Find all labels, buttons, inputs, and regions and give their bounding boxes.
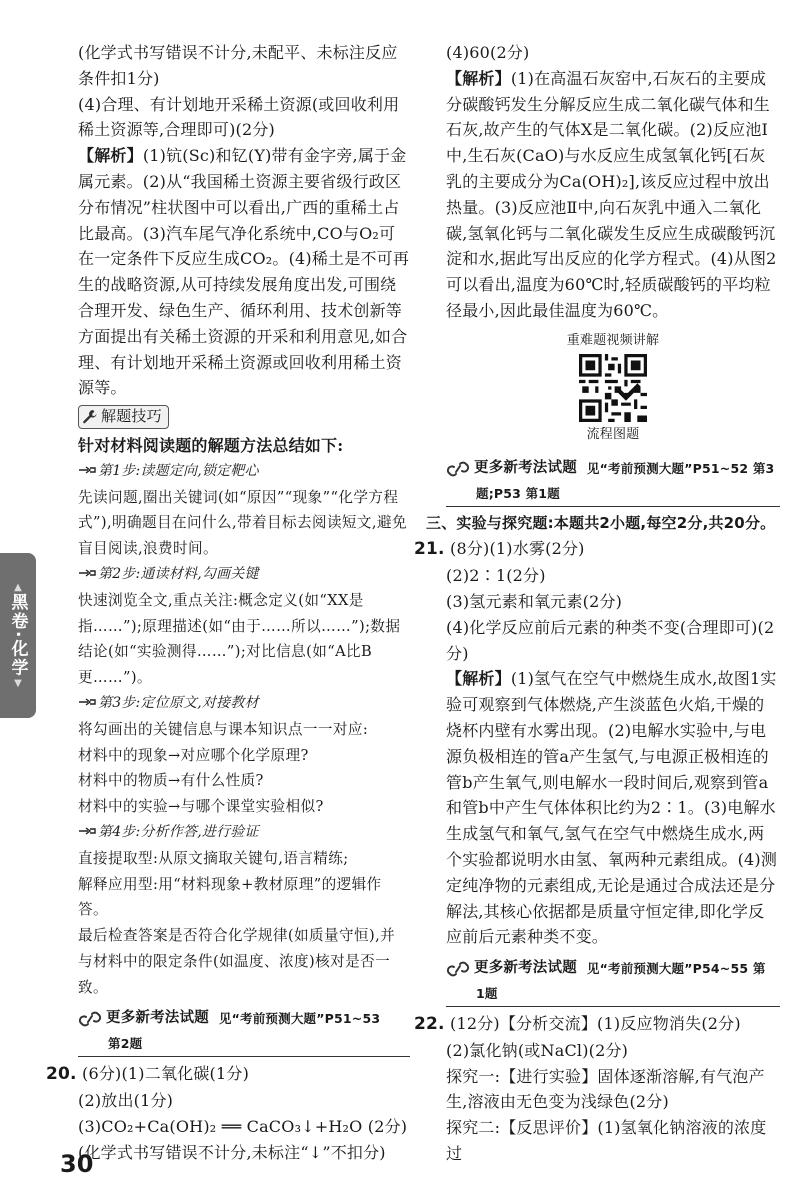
q20-answer-3: (3)CO₂+Ca(OH)₂ ══ CaCO₃↓+H₂O (2分) xyxy=(78,1116,408,1136)
more-ref: 见“考前预测大题”P54~55 第 xyxy=(586,961,766,977)
q21-answer-2: (2)2∶1(2分) xyxy=(446,566,546,586)
more-questions-box xyxy=(446,456,780,507)
more-ref-cont: 题;P53 第1题 xyxy=(446,482,780,507)
q20-answer-1: 20. (6分)(1)二氧化碳(1分) xyxy=(46,1064,250,1085)
more-title: 更多新考法试题 xyxy=(106,1010,209,1027)
step3-text: 材料中的实验→与哪个课堂实验相似? xyxy=(78,798,324,816)
section-heading: 三、实验与探究题:本题共2小题,每空2分,共20分。 xyxy=(426,513,776,532)
pointing-hand-icon xyxy=(78,567,96,579)
more-questions-box xyxy=(78,1006,410,1057)
triangle-up-icon: ▲ xyxy=(14,582,22,594)
q21-answer-4: (4)化学反应前后元素的种类不变(合理即可)(2分) xyxy=(446,617,775,663)
q22-answer-3: 探究一:【进行实验】固体逐渐溶解,有气泡产生,溶液由无色变为浅绿色(2分) xyxy=(446,1066,765,1112)
more-questions-box xyxy=(446,956,780,1007)
step2-text: 快速浏览全文,重点关注:概念定义(如“XX是指……”);原理描述(如“由于……所以……”);数据结论(如“实验测得……”);对比信息(如“A比B更……”)。 xyxy=(78,591,401,687)
more-ref: 见“考前预测大题”P51~52 第3 xyxy=(586,460,775,476)
qr-code-icon[interactable] xyxy=(579,354,647,422)
analysis-paragraph xyxy=(78,143,410,401)
q22-answer-4: 探究二:【反思评价】(1)氢氧化钠溶液的浓度过 xyxy=(446,1118,767,1163)
step1-title: 第1步:读题定向,锁定靶心 xyxy=(78,459,410,485)
question-number: 21. xyxy=(414,539,445,560)
q21-answer-1: 21. (8分)(1)水雾(2分) xyxy=(414,539,585,560)
link-icon xyxy=(78,1008,102,1030)
tips-badge xyxy=(78,405,169,429)
triangle-down-icon: ▼ xyxy=(14,677,22,689)
more-title: 更多新考法试题 xyxy=(474,459,577,476)
analysis-paragraph xyxy=(446,666,780,950)
question-number: 20. xyxy=(46,1064,77,1085)
more-ref-cont: 第2题 xyxy=(78,1032,410,1057)
q21-answer-3: (3)氢元素和氧元素(2分) xyxy=(446,591,623,611)
wrench-icon xyxy=(82,409,98,425)
step4-text: 解释应用型:用“材料现象+教材原理”的逻辑作答。 xyxy=(78,875,382,919)
side-tab-label: 黑卷·化学 xyxy=(7,593,28,678)
answer-4: (4)合理、有计划地开采稀土资源(或回收利用稀土资源等,合理即可)(2分) xyxy=(78,94,400,140)
right-column xyxy=(414,40,780,1167)
step4-text: 最后检查答案是否符合化学规律(如质量守恒),并与材料中的限定条件(如温度、浓度)核对是否一致。 xyxy=(78,927,396,996)
qr-caption-bottom: 流程图题 xyxy=(586,426,640,442)
step2-title: 第2步:通读材料,勾画关键 xyxy=(78,562,410,588)
tips-label: 解题技巧 xyxy=(101,407,162,426)
step3-text: 将勾画出的关键信息与课本知识点一一对应: xyxy=(78,720,369,738)
page-number: 30 xyxy=(60,1150,94,1178)
q20-answer-note: (化学式书写错误不计分,未标注“↓”不扣分) xyxy=(78,1142,386,1162)
analysis-text: (1)氢气在空气中燃烧生成水,故图1实验可观察到气体燃烧,产生淡蓝色火焰,干燥的烧杯内壁有水雾出现。(2)电解水实验中,与电源负极相连的管a产生氢气,与电源正极相连的管b产生氧气,则电解水一段时间后,观察到管a和管b中产生气体体积比约为2∶1。(3)电解水生成氢气和氧气,氢气在空气中燃烧生成水,两个实验都说明水由氢、氧两种元素组成。(4)测定纯净物的元素组成,无论是通过合成法还是分解法,其核心依据都是质量守恒定律,即化学反应前后元素种类不变。 xyxy=(446,669,778,947)
step4-text: 直接提取型:从原文摘取关键句,语言精练; xyxy=(78,849,349,867)
step3-title: 第3步:定位原文,对接教材 xyxy=(78,691,410,717)
question-number: 22. xyxy=(414,1013,445,1034)
analysis-text: (1)钪(Sc)和钇(Y)带有金字旁,属于金属元素。(2)从“我国稀土资源主要省级行政区分布情况”柱状图中可以看出,广西的重稀土占比最高。(3)汽车尾气净化系统中,CO与O₂可在一定条件下反应生成CO₂。(4)稀土是不可再生的战略资源,从可持续发展角度出发,可围绕合理开发、绿色生产、循环利用、技术创新等方面提出有关稀土资源的开采和利用意见,如合理、有计划地开采稀土资源或回收利用稀土资源等。 xyxy=(78,146,410,398)
tips-intro: 针对材料阅读题的解题方法总结如下: xyxy=(78,435,344,455)
more-ref-cont: 1题 xyxy=(446,982,780,1007)
q22-answer-1: 22. (12分)【分析交流】(1)反应物消失(2分) xyxy=(414,1013,741,1034)
more-title: 更多新考法试题 xyxy=(474,960,577,977)
analysis-tag: 【解析】 xyxy=(78,146,143,166)
analysis-text: (1)在高温石灰窑中,石灰石的主要成分碳酸钙发生分解反应生成二氧化碳气体和生石灰,故产生的气体X是二氧化碳。(2)反应池Ⅰ中,生石灰(CaO)与水反应生成氢氧化钙[石灰乳的主要成分为Ca(OH)₂],该反应过程中放出热量。(3)反应池Ⅱ中,向石灰乳中通入二氧化碳,氢氧化钙与二氧化碳发生反应生成碳酸钙沉淀和水,据此写出反应的化学方程式。(4)从图2可以看出,温度为60℃时,轻质碳酸钙的平均粒径最小,因此最佳温度为60℃。 xyxy=(446,68,777,320)
link-icon xyxy=(446,958,470,980)
qr-caption-top: 重难题视频讲解 xyxy=(566,332,660,348)
step3-text: 材料中的物质→有什么性质? xyxy=(78,772,264,790)
more-ref: 见“考前预测大题”P51~53 xyxy=(218,1011,381,1027)
answer-note: (化学式书写错误不计分,未配平、未标注反应条件扣1分) xyxy=(78,43,398,88)
q22-answer-2: (2)氯化钠(或NaCl)(2分) xyxy=(446,1040,629,1060)
q20-answer-2: (2)放出(1分) xyxy=(78,1091,174,1111)
analysis-paragraph xyxy=(446,66,780,324)
pointing-hand-icon xyxy=(78,696,96,708)
analysis-tag: 【解析】 xyxy=(446,68,511,88)
q20-answer-4: (4)60(2分) xyxy=(446,43,530,62)
side-tab xyxy=(0,553,36,718)
analysis-tag: 【解析】 xyxy=(446,669,511,689)
step4-title: 第4步:分析作答,进行验证 xyxy=(78,820,410,846)
pointing-hand-icon xyxy=(78,825,96,837)
link-icon xyxy=(446,458,470,480)
qr-video-block[interactable] xyxy=(446,332,780,444)
pointing-hand-icon xyxy=(78,464,96,476)
step3-text: 材料中的现象→对应哪个化学原理? xyxy=(78,746,309,764)
step1-text: 先读问题,圈出关键词(如“原因”“现象”“化学方程式”),明确题目在问什么,带着目标去阅读短文,避免盲目阅读,浪费时间。 xyxy=(78,488,407,558)
